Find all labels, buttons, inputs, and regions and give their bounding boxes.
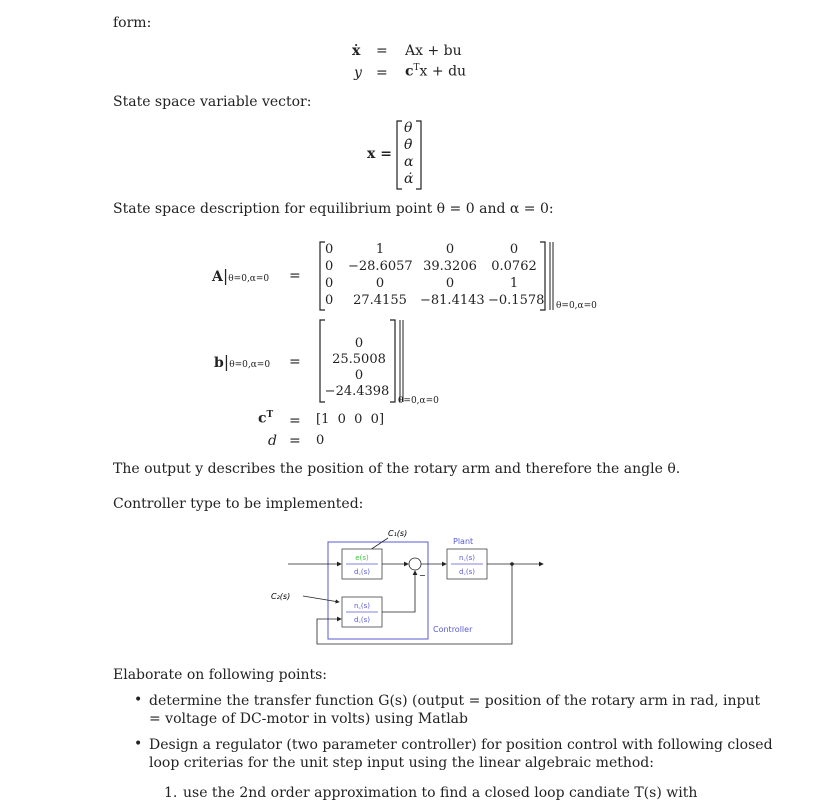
eq1-rhs: Ax + bu [405, 43, 462, 59]
b-equals: = [289, 354, 301, 370]
A-cell: −0.1578 [488, 293, 545, 308]
block1-num: e(s) [355, 554, 369, 562]
numbered-0-text: use the 2nd order approximation to find a closed loop candiate T(s) with [183, 785, 698, 801]
cT-value: [1 0 0 0] [316, 412, 385, 427]
A-cell: 27.4155 [353, 293, 407, 308]
A-cell: 0 [445, 276, 455, 291]
A-cell: −81.4143 [420, 293, 485, 308]
b-sub: θ=0,α=0 [229, 360, 271, 370]
A-cell: 0 [325, 276, 334, 291]
A-cell: 0 [509, 242, 519, 257]
plant-label: Plant [453, 537, 474, 546]
summing-junction [409, 558, 421, 570]
state-vector-label: State space variable vector: [113, 94, 312, 110]
numbered-0-num: 1. [164, 785, 178, 801]
plant-den: d꜀(s) [459, 568, 475, 576]
eq1-lhs: ẋ [352, 43, 361, 59]
block2-den: d꜀(s) [354, 616, 370, 624]
A-sub: θ=0,α=0 [228, 274, 270, 284]
b-entry-3: −24.4398 [324, 384, 390, 399]
vec-entry-3: α̇ [404, 171, 414, 187]
vec-entry-2: α [404, 154, 414, 170]
A-cell: 1 [509, 276, 519, 291]
c1-label: C₁(s) [388, 529, 408, 538]
b-symbol: b [214, 355, 224, 371]
d-equals: = [289, 433, 301, 449]
block1-den: d꜀(s) [354, 568, 370, 576]
intro-label: form: [113, 15, 152, 31]
equilibrium-label: State space description for equilibrium point θ = 0 and α = 0: [113, 201, 554, 217]
d-lhs: d [268, 433, 277, 449]
eq2-lhs: y [354, 65, 362, 81]
A-cell: 0 [325, 293, 334, 308]
block2-num: n꜀(s) [354, 602, 370, 610]
controller-label: Controller type to be implemented: [113, 496, 364, 512]
output-text: The output y describes the position of the rotary arm and therefore the angle θ. [113, 461, 681, 477]
eq2-equals: = [376, 65, 388, 81]
A-cell: 0 [375, 276, 385, 291]
bullet-1-line2: loop criterias for the unit step input using the linear algebraic method: [149, 755, 654, 771]
cT-equals: = [289, 413, 301, 429]
d-value: 0 [316, 433, 325, 448]
A-cell: 0 [445, 242, 455, 257]
b-entry-1: 25.5008 [332, 352, 386, 367]
A-cell: 39.3206 [423, 259, 477, 274]
A-lhs: A|θ=0,α=0 [212, 266, 270, 285]
vec-entry-1: θ̇ [404, 137, 413, 153]
eq2-rhs [405, 63, 466, 80]
A-cell: 0.0762 [491, 259, 537, 274]
A-post-sub: θ=0,α=0 [556, 301, 597, 311]
A-cell: −28.6057 [348, 259, 413, 274]
block-diagram [255, 522, 555, 650]
x-lhs: x = [367, 146, 392, 162]
plant-num: n꜀(s) [459, 554, 475, 562]
bullet-0-line1: determine the transfer function G(s) (output = position of the rotary arm in rad, input [149, 693, 761, 709]
b-entry-2: 0 [354, 368, 364, 383]
elaborate-label: Elaborate on following points: [113, 667, 328, 683]
A-equals: = [289, 268, 301, 284]
A-cell: 1 [375, 242, 385, 257]
b-post-sub: θ=0,α=0 [398, 396, 439, 406]
A-symbol: A [212, 269, 223, 285]
bullet-marker-1: • [134, 736, 143, 752]
b-lhs: b|θ=0,α=0 [214, 352, 271, 371]
cT-symbol: c [258, 410, 267, 427]
A-cell: 0 [325, 259, 334, 274]
A-cell: 0 [325, 242, 334, 257]
cT-sup: T [266, 410, 274, 420]
eq2-sup: T [413, 63, 420, 73]
bullet-1-line1: Design a regulator (two parameter controller) for position control with following closed [149, 737, 773, 753]
controller-text: Controller [433, 625, 473, 634]
minus-sign: − [419, 571, 426, 580]
bullet-0-line2: = voltage of DC-motor in volts) using Matlab [149, 711, 468, 727]
eq2-c: c [405, 63, 414, 80]
b-entry-0: 0 [354, 336, 364, 351]
eq1-equals: = [376, 43, 388, 59]
eq2-tail: x + du [419, 63, 467, 80]
c2-label: C₂(s) [271, 592, 291, 601]
vec-entry-0: θ [404, 120, 413, 136]
bullet-marker-0: • [134, 692, 143, 708]
cT-lhs [258, 410, 273, 427]
